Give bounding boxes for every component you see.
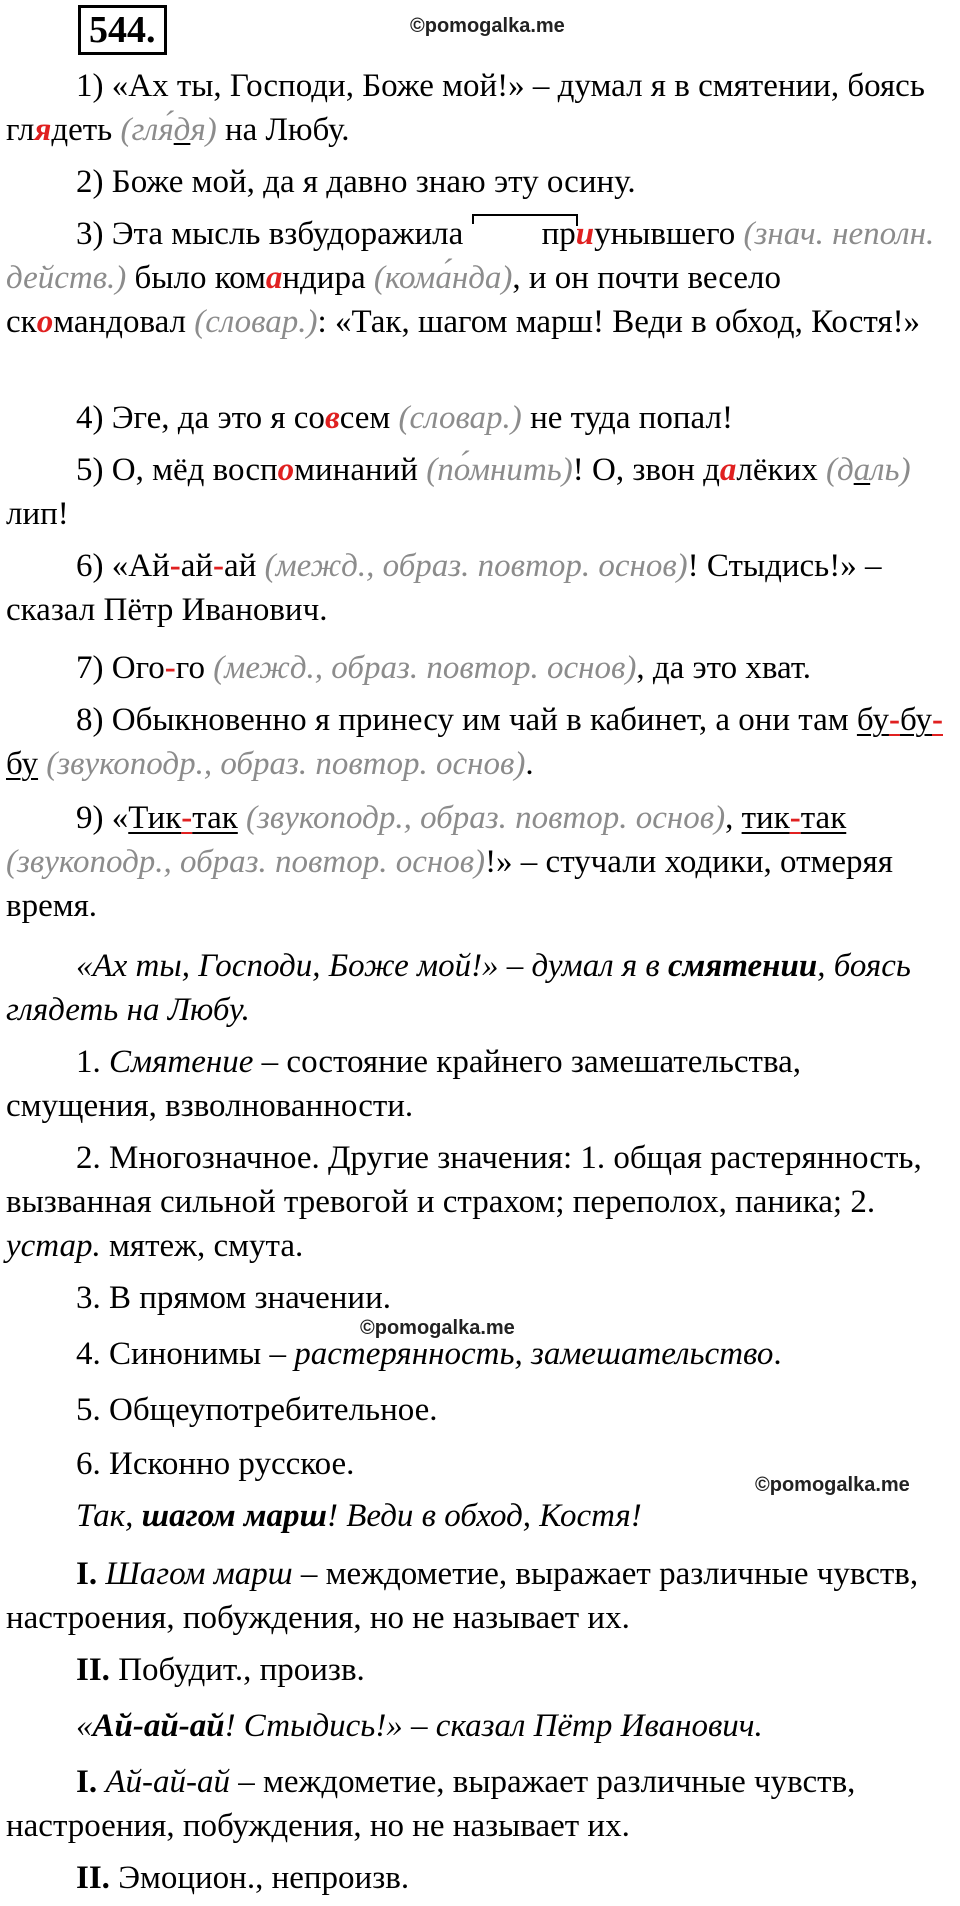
quote-1: «Ах ты, Господи, Боже мой!» – думал я в смятении, боясь глядеть на Любу. (6, 948, 911, 1028)
sentence-4: 4) Эге, да это я совсем (словар.) не туда попал! (76, 400, 733, 436)
exercise-number: 544. (78, 5, 167, 55)
analysis-item-5: 5. Общеупотребительное. (76, 1392, 438, 1428)
watermark-right: ©pomogalka.me (755, 1474, 910, 1496)
sentence-7: 7) Ого-го (межд., образ. повтор. основ), да это хват. (76, 650, 812, 686)
analysis-item-2: 2. Многозначное. Другие значения: 1. общая растерянность, вызванная сильной тревогой и страхом; переполох, паника; 2. устар. мятеж, смута. (6, 1140, 922, 1264)
parse-2-part-2: II. Эмоцион., непроизв. (76, 1860, 410, 1896)
sentence-1: 1) «Ах ты, Господи, Боже мой!» – думал я в смятении, боясь глядеть (гля́дя) на Любу. (6, 68, 925, 148)
sentence-6: 6) «Ай-ай-ай (межд., образ. повтор. основ)! Стыдись!» – сказал Пётр Иванович. (6, 548, 882, 628)
parse-1-part-2: II. Побудит., произв. (76, 1652, 365, 1688)
watermark-middle: ©pomogalka.me (360, 1317, 515, 1339)
parse-2-part-1: I. Ай-ай-ай – междометие, выражает различные чувств, настроения, побуждения, но не называет их. (6, 1764, 856, 1844)
sentence-9: 9) «Тик-так (звукоподр., образ. повтор. основ), тик-так (звукоподр., образ. повтор. основ)!» – стучали ходики, отмеряя время. (6, 800, 893, 924)
sentence-5: 5) О, мёд воспоминаний (по́мнить)! О, звон далёких (даль) лип! (6, 452, 911, 532)
analysis-item-4: 4. Синонимы – растерянность, замешательство. (76, 1336, 782, 1372)
analysis-item-1: 1. Смятение – состояние крайнего замешательства, смущения, взволнованности. (6, 1044, 802, 1124)
analysis-item-3: 3. В прямом значении. (76, 1280, 391, 1316)
analysis-item-6: 6. Исконно русское. (76, 1446, 355, 1482)
sentence-2: 2) Боже мой, да я давно знаю эту осину. (76, 164, 636, 200)
watermark-top: ©pomogalka.me (410, 15, 565, 37)
sentence-8: 8) Обыкновенно я принесу им чай в кабинет, а они там бу-бу-бу (звукоподр., образ. повтор. основ). (6, 702, 943, 782)
prefix-mark: пр (472, 212, 576, 256)
quote-2: Так, шагом марш! Веди в обход, Костя! (76, 1498, 642, 1534)
sentence-3: 3) Эта мысль взбудоражила приунывшего (знач. неполн. действ.) было командира (кома́нда), и он почти весело скомандовал (словар.): «Так, шагом марш! Веди в обход, Костя!» (6, 212, 954, 344)
quote-3: «Ай-ай-ай! Стыдись!» – сказал Пётр Иванович. (76, 1708, 763, 1744)
parse-1-part-1: I. Шагом марш – междометие, выражает различные чувств, настроения, побуждения, но не называет их. (6, 1556, 919, 1636)
